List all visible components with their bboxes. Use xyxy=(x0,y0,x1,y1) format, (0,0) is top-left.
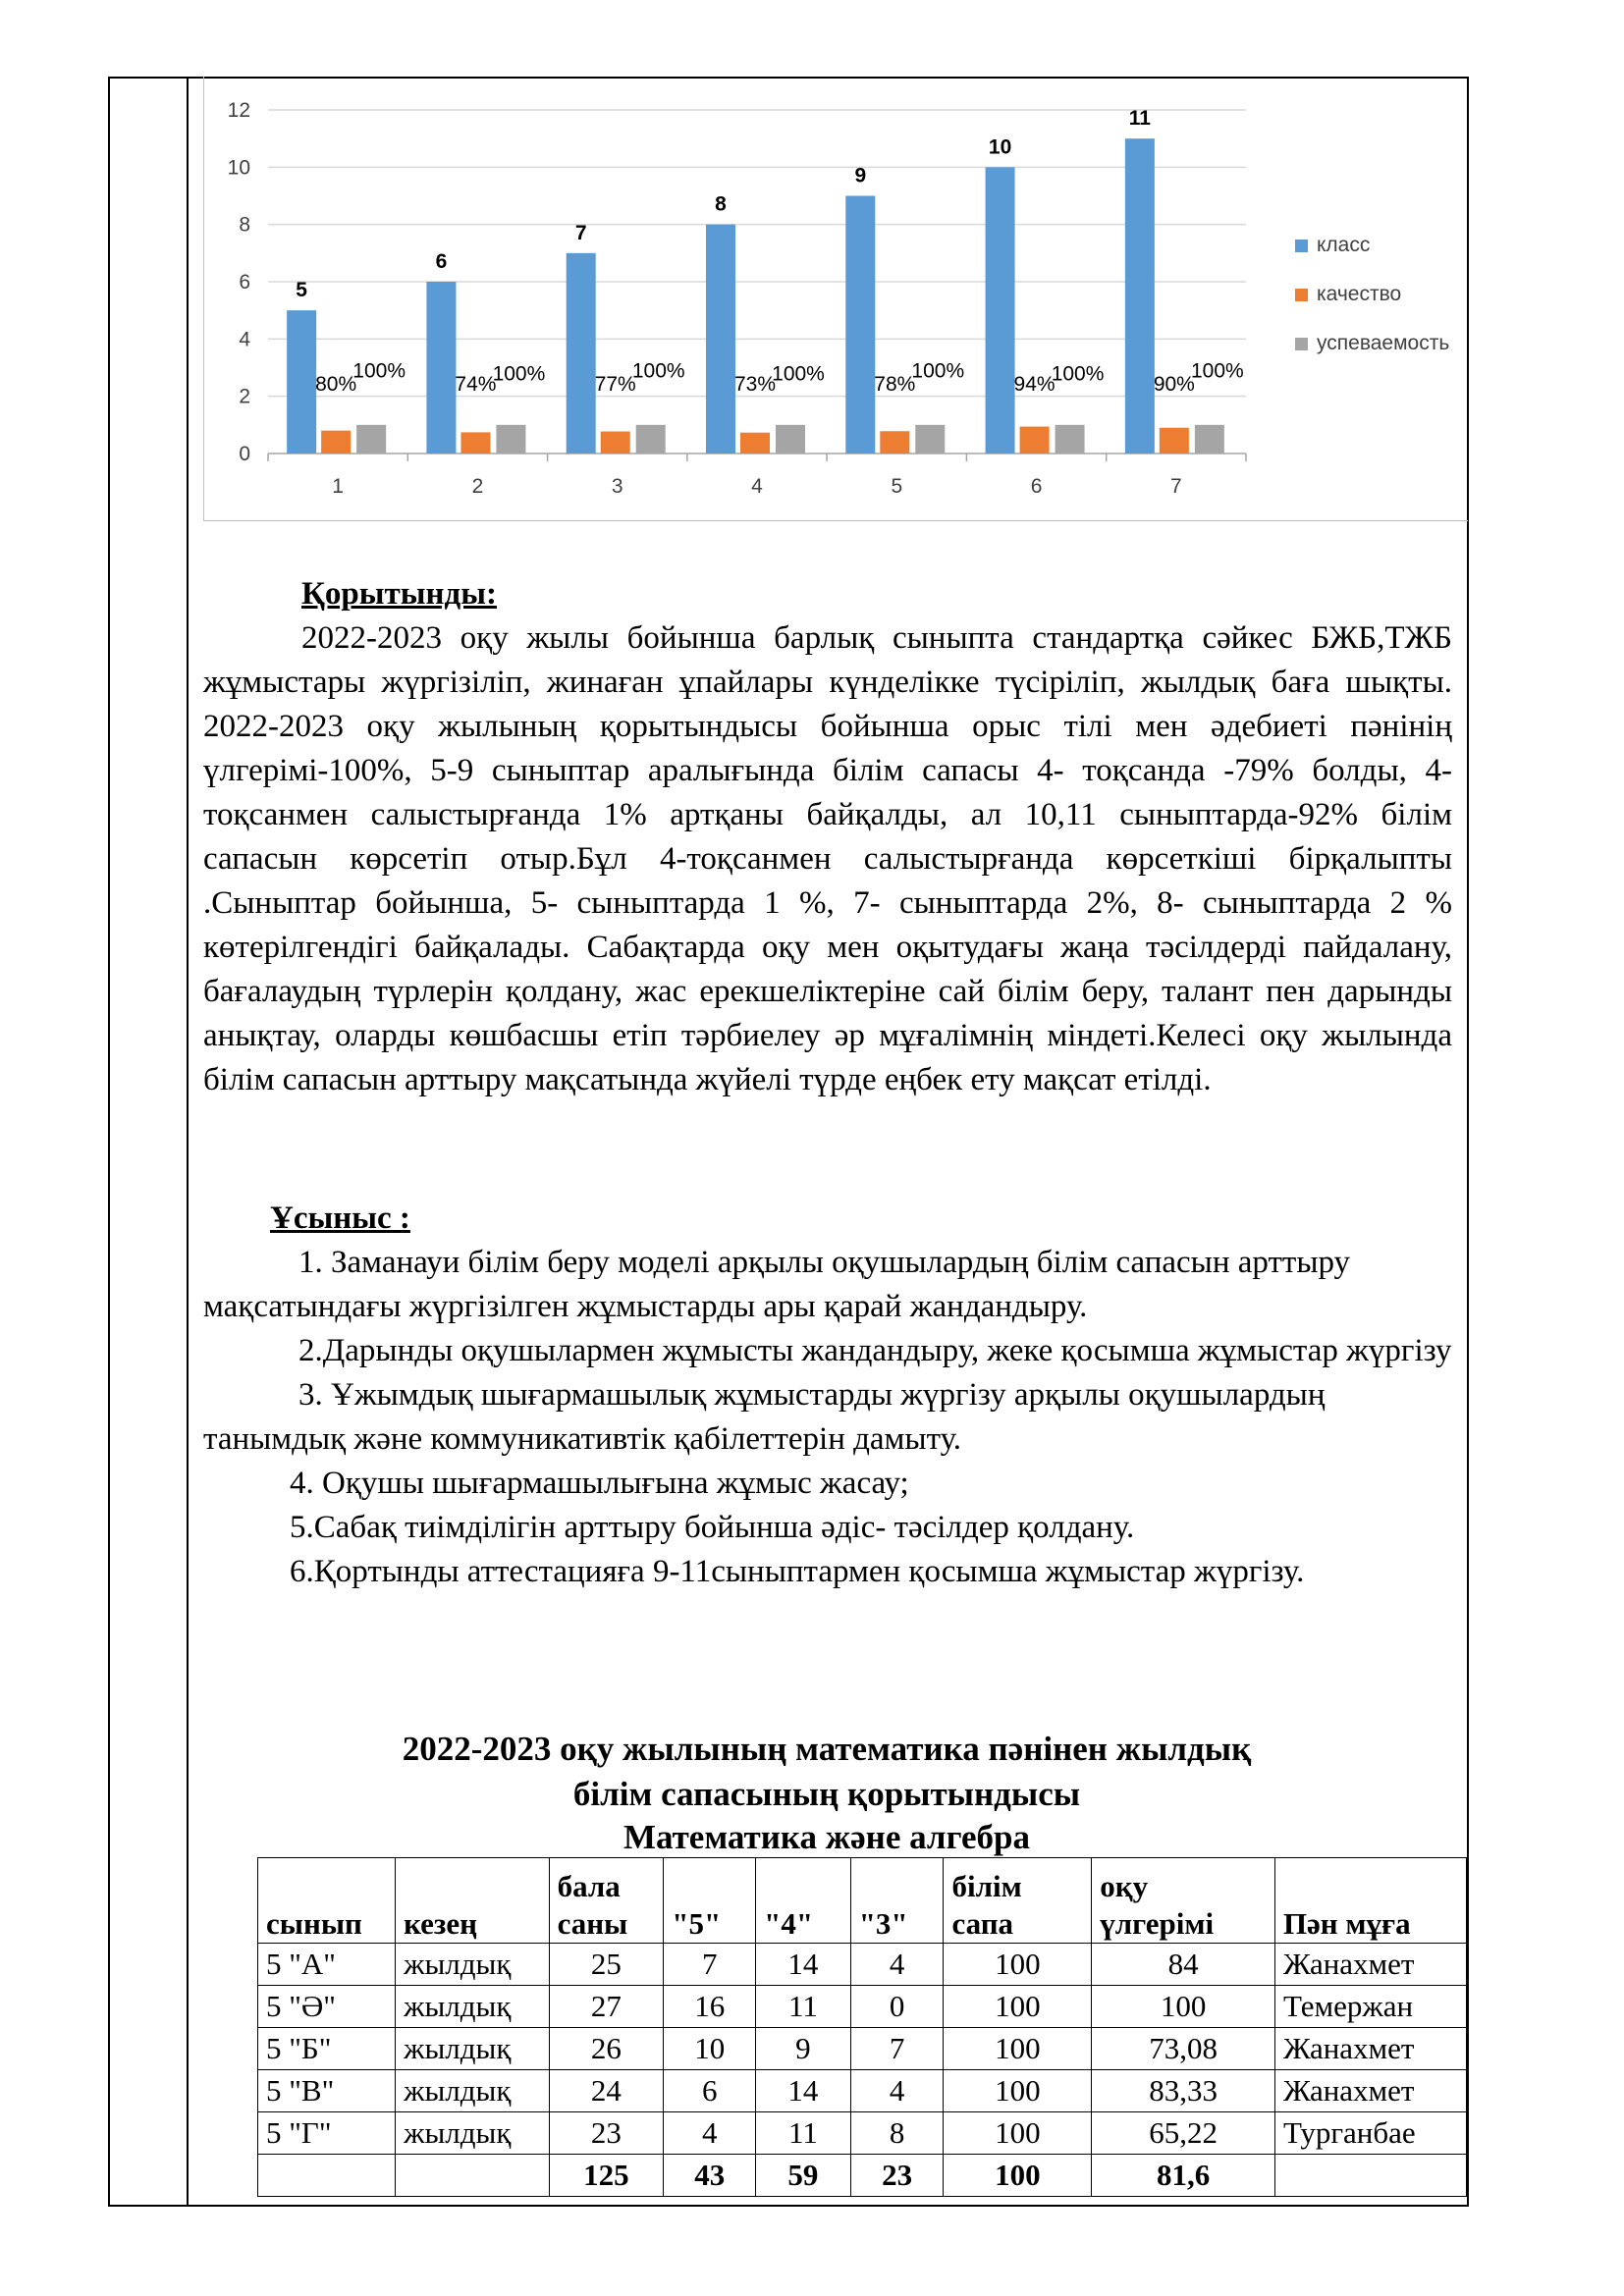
table-header-cell: сынып xyxy=(258,1858,396,1944)
table-cell: 100 xyxy=(944,2028,1092,2070)
table-total-cell: 125 xyxy=(549,2155,664,2197)
data-label: 74% xyxy=(455,372,497,396)
y-tick-label: 6 xyxy=(239,271,250,294)
table-cell: 8 xyxy=(850,2112,944,2155)
table-cell: 5 "Ә" xyxy=(258,1986,396,2028)
table-total-cell xyxy=(258,2155,396,2197)
table-title-line-1: 2022-2023 оқу жылының математика пәнінен жылдық xyxy=(402,1730,1252,1768)
table-header-cell: білім сапа xyxy=(944,1858,1092,1944)
table-cell: 9 xyxy=(756,2028,851,2070)
table-total-cell: 43 xyxy=(664,2155,756,2197)
table-cell: 0 xyxy=(850,1986,944,2028)
data-label: 100% xyxy=(1190,359,1244,383)
legend-label: качество xyxy=(1317,283,1402,305)
table-cell: 100 xyxy=(944,1944,1092,1986)
proposal-item-6: 6.Қортынды аттестацияға 9-11сыныптармен қосымша жұмыстар жүргізу. xyxy=(290,1554,1305,1589)
table-cell: 7 xyxy=(850,2028,944,2070)
table-header-cell: "3" xyxy=(850,1858,944,1944)
table-row xyxy=(258,1944,1467,1986)
proposal-item-4: 4. Оқушы шығармашылығына жұмыс жасау; xyxy=(290,1466,909,1501)
data-label: 100% xyxy=(1051,362,1105,386)
data-label: 7 xyxy=(574,221,587,244)
table-cell: Жанахмет xyxy=(1274,2070,1466,2112)
table-cell: 100 xyxy=(944,1986,1092,2028)
table-cell: 23 xyxy=(549,2112,664,2155)
table-cell: жылдық xyxy=(396,2112,550,2155)
table-cell: 4 xyxy=(664,2112,756,2155)
data-label: 100% xyxy=(352,359,406,383)
proposal-item-1: 1. Заманауи білім беру моделі арқылы оқушылардың білім сапасын арттыру мақсатындағы жүргізілген жұмыстарды ары қарай жандандыру. xyxy=(203,1245,1351,1324)
x-tick-label: 6 xyxy=(1030,475,1043,498)
table-cell: 5 "В" xyxy=(258,2070,396,2112)
proposal-item-2: 2.Дарынды оқушылармен жұмысты жандандыру, жеке қосымша жұмыстар жүргізу xyxy=(298,1333,1452,1368)
table-cell: 5 "А" xyxy=(258,1944,396,1986)
table-cell: жылдық xyxy=(396,1944,550,1986)
x-tick-label: 7 xyxy=(1170,475,1182,498)
table-cell: 4 xyxy=(850,2070,944,2112)
table-cell: 5 "Б" xyxy=(258,2028,396,2070)
table-header-cell: кезең xyxy=(396,1858,550,1944)
table-cell: 5 "Г" xyxy=(258,2112,396,2155)
data-label: 100% xyxy=(772,362,825,386)
data-label: 73% xyxy=(733,372,777,396)
table-cell: 26 xyxy=(549,2028,664,2070)
y-tick-label: 2 xyxy=(239,385,250,408)
table-cell: 27 xyxy=(549,1986,664,2028)
table-total-cell: 23 xyxy=(850,2155,944,2197)
data-label: 8 xyxy=(715,192,727,216)
table-cell: 14 xyxy=(756,1944,851,1986)
legend-label: успеваемость xyxy=(1317,332,1450,354)
table-total-cell: 100 xyxy=(944,2155,1092,2197)
proposal-item-3: 3. Ұжымдық шығармашылық жұмыстарды жүргізу арқылы оқушылардың танымдық және коммуникативтік қабілеттерін дамыту. xyxy=(203,1377,1326,1457)
table-cell: 25 xyxy=(549,1944,664,1986)
table-cell: 4 xyxy=(850,1944,944,1986)
x-tick-label: 5 xyxy=(891,475,903,498)
table-total-cell: 81,6 xyxy=(1092,2155,1275,2197)
table-cell: 84 xyxy=(1092,1944,1275,1986)
y-tick-label: 0 xyxy=(239,443,250,465)
table-cell: 100 xyxy=(1092,1986,1275,2028)
table-header-cell: бала саны xyxy=(549,1858,664,1944)
grades-table xyxy=(257,1857,1467,2197)
data-label: 90% xyxy=(1153,372,1195,396)
proposal-heading: Ұсыныс : xyxy=(270,1201,410,1236)
table-cell: 100 xyxy=(944,2070,1092,2112)
data-label: 11 xyxy=(1128,107,1151,131)
data-label: 9 xyxy=(854,164,867,187)
table-cell: 65,22 xyxy=(1092,2112,1275,2155)
table-header-cell: оқу үлгерімі xyxy=(1092,1858,1275,1944)
x-tick-label: 3 xyxy=(611,475,623,498)
data-label: 80% xyxy=(315,372,357,396)
table-cell: 11 xyxy=(756,2112,851,2155)
table-header-cell: "4" xyxy=(756,1858,851,1944)
table-header-cell: Пән мұға xyxy=(1274,1858,1466,1944)
data-label: 100% xyxy=(911,359,965,383)
conclusion-heading: Қорытынды: xyxy=(301,576,497,612)
data-label: 78% xyxy=(874,372,916,396)
table-cell: Темержан xyxy=(1274,1986,1466,2028)
table-total-cell xyxy=(396,2155,550,2197)
table-row xyxy=(258,2028,1467,2070)
data-label: 100% xyxy=(631,359,685,383)
table-cell: 11 xyxy=(756,1986,851,2028)
table-title-line-2: білім сапасының қорытындысы xyxy=(572,1775,1081,1813)
data-label: 6 xyxy=(435,250,448,273)
y-tick-label: 8 xyxy=(239,213,250,237)
data-label: 10 xyxy=(988,135,1012,159)
table-cell: 24 xyxy=(549,2070,664,2112)
table-cell: Турганбае xyxy=(1274,2112,1466,2155)
x-tick-label: 4 xyxy=(751,475,763,498)
x-tick-label: 2 xyxy=(471,475,484,498)
table-row xyxy=(258,1986,1467,2028)
table-header-row xyxy=(258,1858,1467,1944)
table-cell: жылдық xyxy=(396,2070,550,2112)
data-label: 5 xyxy=(296,279,307,302)
table-cell: 16 xyxy=(664,1986,756,2028)
y-tick-label: 12 xyxy=(227,99,250,122)
y-tick-label: 4 xyxy=(239,328,250,351)
table-cell: Жанахмет xyxy=(1274,1944,1466,1986)
table-row xyxy=(258,2112,1467,2155)
table-cell: 73,08 xyxy=(1092,2028,1275,2070)
table-cell: 100 xyxy=(944,2112,1092,2155)
x-tick-label: 1 xyxy=(332,475,344,498)
table-cell: 6 xyxy=(664,2070,756,2112)
proposal-item-5: 5.Сабақ тиімділігін арттыру бойынша әдіс- тәсілдер қолдану. xyxy=(290,1510,1135,1545)
table-header-cell: "5" xyxy=(664,1858,756,1944)
table-cell: 10 xyxy=(664,2028,756,2070)
table-cell: 14 xyxy=(756,2070,851,2112)
table-cell: жылдық xyxy=(396,2028,550,2070)
table-row xyxy=(258,2070,1467,2112)
legend-label: класс xyxy=(1317,234,1371,256)
table-title-line-3: Математика және алгебра xyxy=(623,1818,1031,1856)
data-label: 77% xyxy=(594,372,636,396)
table-total-cell: 59 xyxy=(756,2155,851,2197)
table-total-cell xyxy=(1274,2155,1466,2197)
data-label: 94% xyxy=(1013,372,1056,396)
table-cell: 83,33 xyxy=(1092,2070,1275,2112)
table-cell: жылдық xyxy=(396,1986,550,2028)
y-tick-label: 10 xyxy=(227,156,250,180)
table-cell: Жанахмет xyxy=(1274,2028,1466,2070)
table-cell: 7 xyxy=(664,1944,756,1986)
data-label: 100% xyxy=(492,362,546,386)
table-total-row xyxy=(258,2155,1467,2197)
conclusion-paragraph: 2022-2023 оқу жылы бойынша барлық сыныпта стандартқа сәйкес БЖБ,ТЖБ жұмыстары жүргізіліп, жинаған ұпайлары күнделікке түсіріліп, жылдық баға шықты. 2022-2023 оқу жылының қорытындысы бойынша орыс тілі мен әдебиеті пәнінің үлгерімі-100%, 5-9 сыныптар аралығында білім сапасы 4- тоқсанда -79% болды, 4-тоқсанмен салыстырғанда 1% артқаны байқалды, ал 10,11 сыныптарда-92% білім сапасын көрсетіп отыр.Бұл 4-тоқсанмен салыстырғанда көрсеткіші бірқалыпты .Сыныптар бойынша, 5- сыныптарда 1 %, 7- сыныптарда 2%, 8- сыныптарда 2 % көтерілгендігі байқалады. Сабақтарда оқу мен оқытудағы жаңа тәсілдерді пайдалану, бағалаудың түрлерін қолдану, жас ерекшеліктеріне сай білім беру, талант пен дарынды анықтау, оларды көшбасшы етіп тәрбиелеу әр мұғалімнің міндеті.Келесі оқу жылында білім сапасын арттыру мақсатында жүйелі түрде еңбек ету мақсат етілді. xyxy=(203,620,1452,1097)
